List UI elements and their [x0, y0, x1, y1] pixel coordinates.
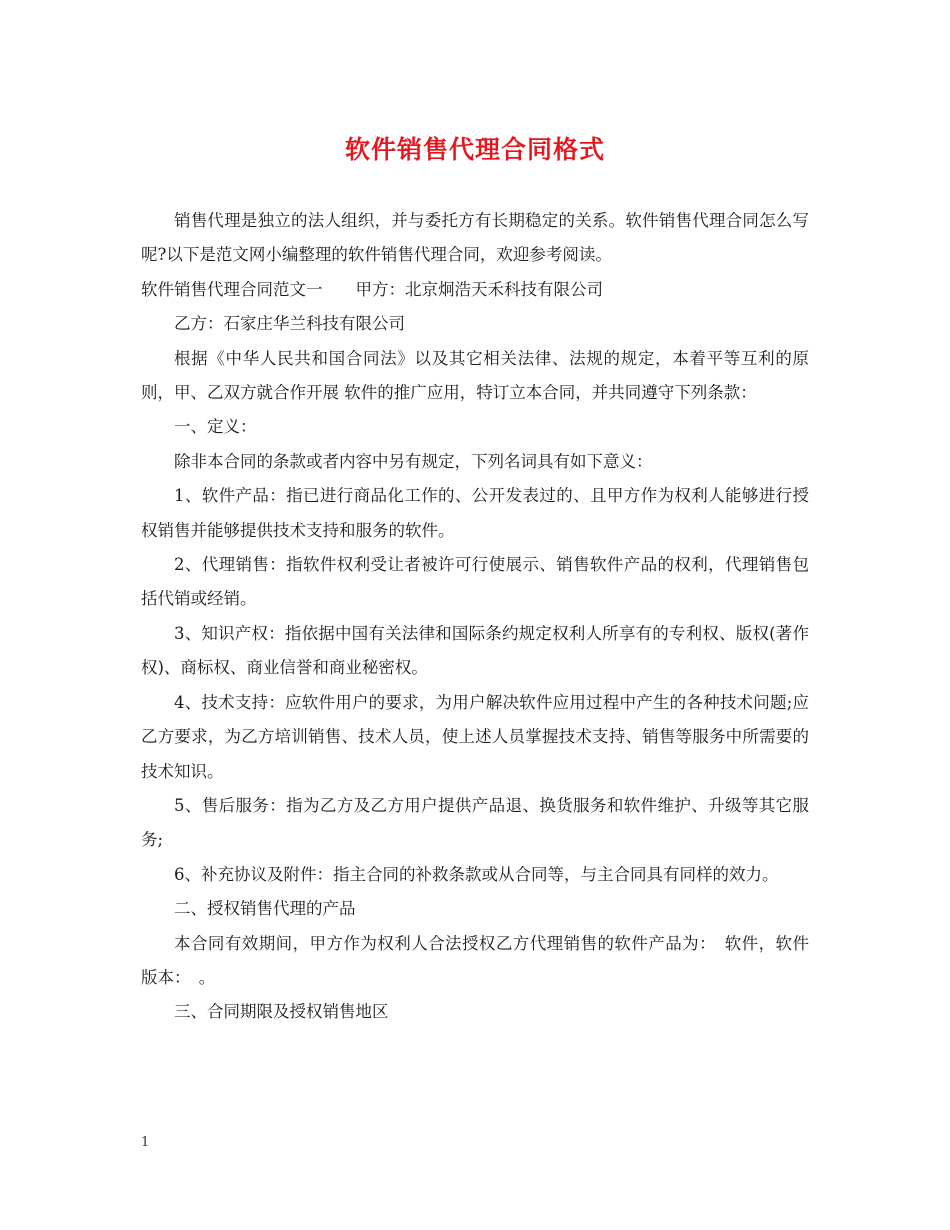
- paragraph: 2、代理销售：指软件权利受让者被许可行使展示、销售软件产品的权利，代理销售包括代销或经销。: [141, 555, 809, 609]
- paragraph: 软件销售代理合同范文一 甲方：北京炯浩天禾科技有限公司: [141, 279, 603, 299]
- paragraph: 三、合同期限及授权销售地区: [174, 1002, 389, 1022]
- paragraph: 1、软件产品：指已进行商品化工作的、公开发表过的、且甲方作为权利人能够进行授权销售并能够提供技术支持和服务的软件。: [141, 486, 809, 540]
- document-title: 软件销售代理合同格式: [344, 135, 605, 164]
- document-body: [141, 204, 809, 1030]
- paragraph: 根据《中华人民共和国合同法》以及其它相关法律、法规的规定，本着平等互利的原则，甲、乙双方就合作开展 软件的推广应用，特订立本合同，并共同遵守下列条款：: [141, 348, 809, 403]
- paragraph: 一、定义：: [174, 417, 257, 437]
- paragraph: 二、授权销售代理的产品: [174, 899, 356, 919]
- paragraph: 销售代理是独立的法人组织，并与委托方有长期稳定的关系。软件销售代理合同怎么写呢?以下是范文网小编整理的软件销售代理合同，欢迎参考阅读。: [141, 211, 809, 265]
- paragraph: 本合同有效期间，甲方作为权利人合法授权乙方代理销售的软件产品为： 软件，软件版本： 。: [141, 933, 809, 987]
- paragraph: 3、知识产权：指依据中国有关法律和国际条约规定权利人所享有的专利权、版权(著作权)、商标权、商业信誉和商业秘密权。: [141, 623, 809, 678]
- paragraph: 4、技术支持：应软件用户的要求，为用户解决软件应用过程中产生的各种技术问题;应乙方要求，为乙方培训销售、技术人员，使上述人员掌握技术支持、销售等服务中所需要的技术知识。: [141, 692, 809, 781]
- paragraph: 乙方：石家庄华兰科技有限公司: [174, 314, 405, 334]
- paragraph: 5、售后服务：指为乙方及乙方用户提供产品退、换货服务和软件维护、升级等其它服务;: [141, 795, 809, 850]
- paragraph: 除非本合同的条款或者内容中另有规定，下列名词具有如下意义：: [174, 451, 653, 471]
- paragraph: 6、补充协议及附件：指主合同的补救条款或从合同等，与主合同具有同样的效力。: [174, 864, 779, 884]
- page-number: 1: [141, 1135, 150, 1150]
